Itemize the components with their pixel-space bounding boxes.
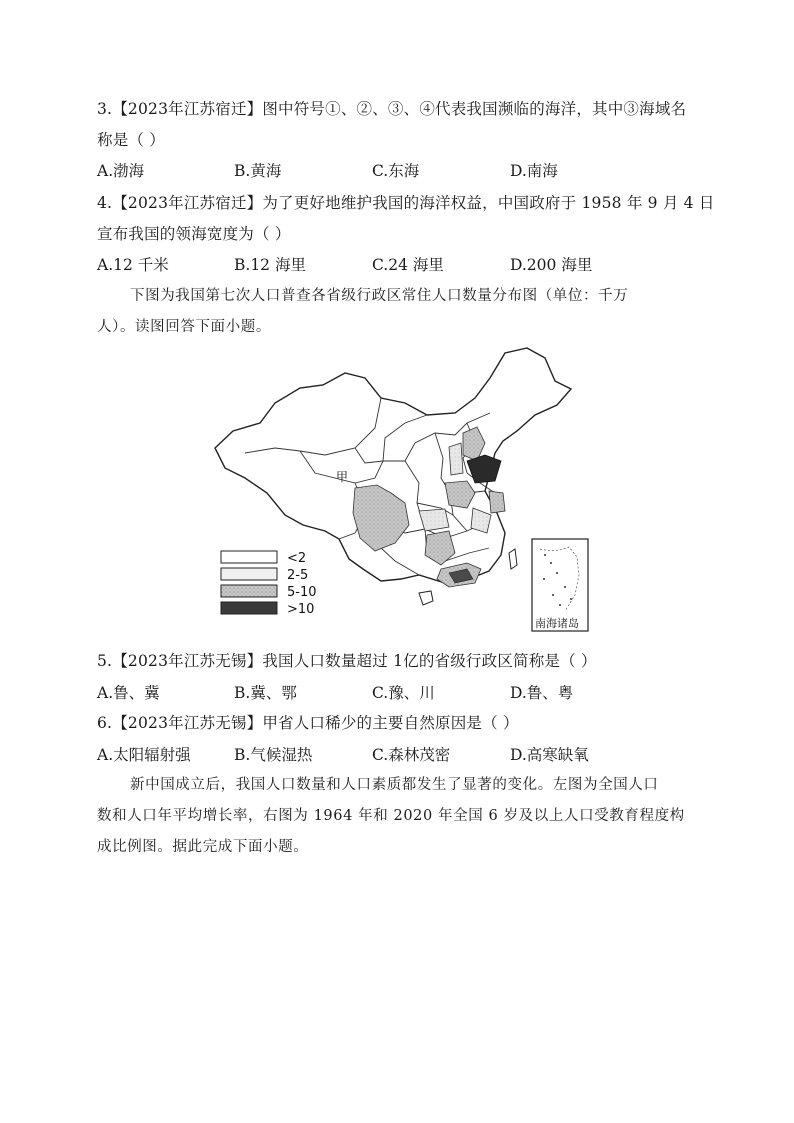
south-china-sea-inset xyxy=(532,539,588,631)
taiwan-island xyxy=(509,549,517,569)
hainan-island xyxy=(419,591,433,605)
question-3-option-c: C.东海 xyxy=(372,162,420,180)
question-4-option-b: B.12 海里 xyxy=(234,256,306,274)
legend-label-4: >10 xyxy=(287,602,315,617)
question-5-text: 5.【2023年江苏无锡】我国人口数量超过 1亿的省级行政区简称是（ ） xyxy=(97,652,597,670)
charts-intro-line1: 新中国成立后，我国人口数量和人口素质都发生了显著的变化。左图为全国人口 xyxy=(130,777,659,793)
question-6-option-b: B.气候湿热 xyxy=(234,746,313,764)
region-jiangsu xyxy=(489,491,505,513)
question-5-option-c: C.豫、川 xyxy=(372,684,435,702)
question-5-option-d: D.鲁、粤 xyxy=(510,684,574,702)
question-4-option-c: C.24 海里 xyxy=(372,256,444,274)
charts-intro-line2: 数和人口年平均增长率，右图为 1964 年和 2020 年全国 6 岁及以上人口受教育程度构 xyxy=(97,808,685,824)
question-3-option-b: B.黄海 xyxy=(234,162,282,180)
map-legend xyxy=(221,551,317,617)
province-label-jia: 甲 xyxy=(336,470,349,484)
region-shanxi xyxy=(449,443,463,475)
inset-label: 南海诸岛 xyxy=(535,617,579,630)
question-4-text-line2: 宣布我国的领海宽度为（ ） xyxy=(97,225,291,243)
question-6-option-a: A.太阳辐射强 xyxy=(97,746,191,764)
question-3-option-d: D.南海 xyxy=(510,162,558,180)
question-4-text-line1: 4.【2023年江苏宿迁】为了更好地维护我国的海洋权益，中国政府于 1958 年 9 月 4 日 xyxy=(97,194,715,212)
legend-label-2: 2-5 xyxy=(287,568,309,583)
question-5-option-a: A.鲁、冀 xyxy=(97,684,160,702)
legend-label-3: 5-10 xyxy=(287,585,317,600)
question-3-text-line2: 称是（ ） xyxy=(97,131,165,149)
charts-intro-line3: 成比例图。据此完成下面小题。 xyxy=(97,839,309,855)
map-intro-line2: 人）。读图回答下面小题。 xyxy=(97,319,271,335)
map-intro-line1: 下图为我国第七次人口普查各省级行政区常住人口数量分布图（单位：千万 xyxy=(130,288,629,304)
question-4-option-d: D.200 海里 xyxy=(510,256,593,274)
question-3-option-a: A.渤海 xyxy=(97,162,145,180)
china-population-map xyxy=(205,343,605,633)
china-outline xyxy=(215,348,571,583)
question-6-option-c: C.森林茂密 xyxy=(372,746,451,764)
question-4-option-a: A.12 千米 xyxy=(97,256,169,274)
question-3-text-line1: 3.【2023年江苏宿迁】图中符号①、②、③、④代表我国濒临的海洋，其中③海域名 xyxy=(97,100,687,118)
legend-label-1: <2 xyxy=(287,551,307,566)
question-5-option-b: B.冀、鄂 xyxy=(234,684,297,702)
question-6-option-d: D.高寒缺氧 xyxy=(510,746,589,764)
question-6-text: 6.【2023年江苏无锡】甲省人口稀少的主要自然原因是（ ） xyxy=(97,714,519,732)
